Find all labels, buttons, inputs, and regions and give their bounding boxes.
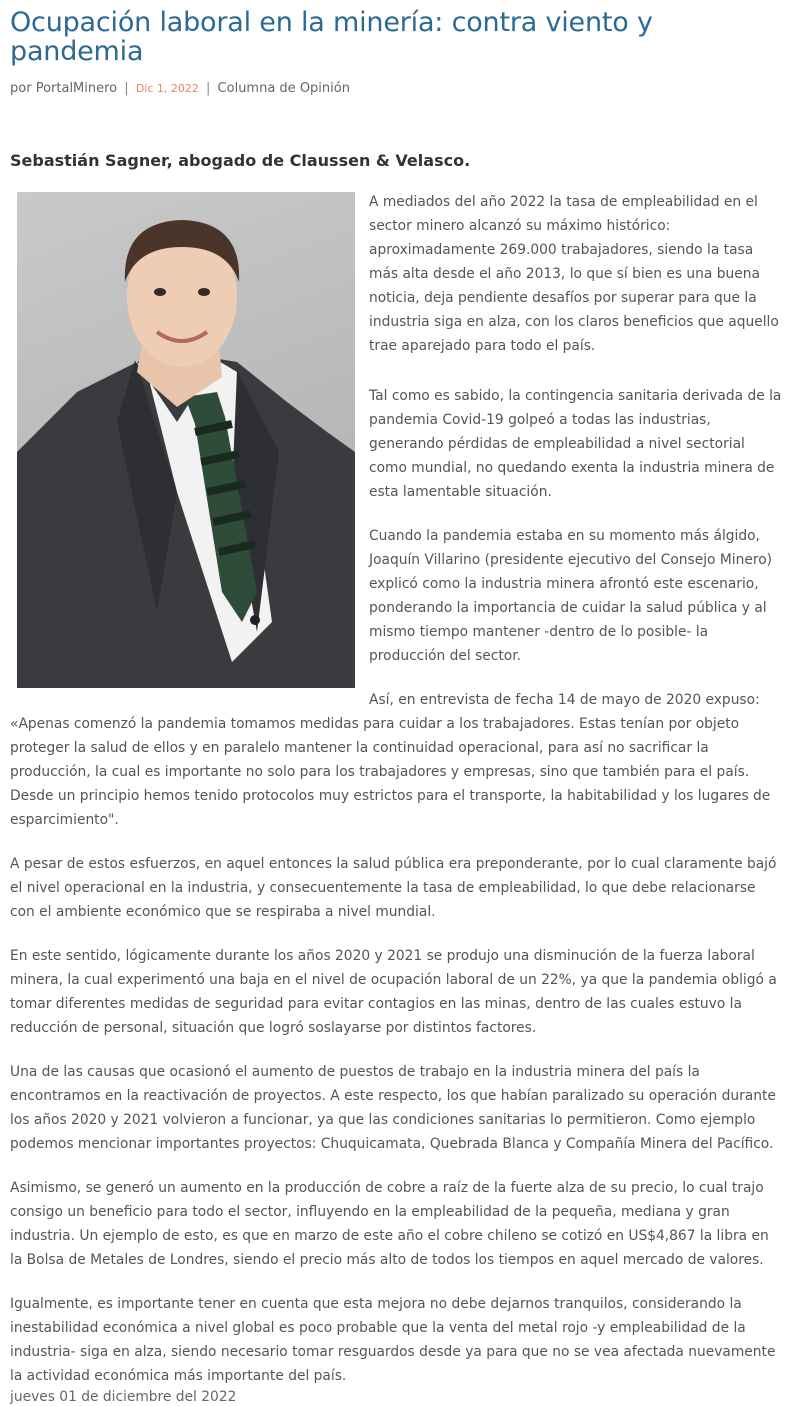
author-line: Sebastián Sagner, abogado de Claussen & Velasco. — [10, 151, 471, 170]
author-site-link[interactable]: PortalMinero — [35, 81, 118, 96]
paragraph: Tal como es sabido, la contingencia sanitaria derivada de la pandemia Covid-19 golpeó a todas las industrias, generando pérdidas de empleabilidad a nivel sectorial como mundial, no quedando exenta la industria minera de esta lamentable situación. — [369, 388, 782, 500]
author-photo — [17, 192, 355, 688]
article-body — [10, 190, 784, 1406]
post-date: Dic 1, 2022 — [135, 82, 199, 95]
category-link[interactable]: Columna de Opinión — [217, 81, 350, 96]
article-title: Ocupación laboral en la minería: contra viento y pandemia — [10, 7, 653, 67]
meta-separator: | — [124, 81, 129, 96]
by-prefix: por — [10, 81, 32, 96]
paragraph: Cuando la pandemia estaba en su momento más álgido, Joaquín Villarino (presidente ejecutivo del Consejo Minero) explicó como la industria minera afrontó este escenario, ponderando la importancia de cuidar la salud pública y al mismo tiempo mantener -dentro de lo posible- la producción del sector. — [369, 528, 773, 664]
paragraph: Asimismo, se generó un aumento en la producción de cobre a raíz de la fuerte alza de su precio, lo cual trajo consigo un beneficio para todo el sector, influyendo en la empleabilidad de la pequeña, mediana y gran industria. Un ejemplo de esto, es que en marzo de este año el cobre chileno se cotizó en US$4,867 la libra en la Bolsa de Metales de Londres, siendo el precio más alto de todos los tiempos en aquel mercado de valores. — [10, 1180, 769, 1268]
portrait-illustration — [17, 192, 355, 688]
paragraph: Igualmente, es importante tener en cuenta que esta mejora no debe dejarnos tranquilos, considerando la inestabilidad económica a nivel global es poco probable que la venta del metal rojo -y empleabilidad de la industria- siga en alza, siendo necesario tomar resguardos desde ya para que no se vea afectada nuevamente la actividad económica más importante del país. — [10, 1296, 776, 1384]
footer-date: jueves 01 de diciembre del 2022 — [10, 1389, 237, 1405]
paragraph: A mediados del año 2022 la tasa de empleabilidad en el sector minero alcanzó su máximo histórico: aproximadamente 269.000 trabajadores, siendo la tasa más alta desde el año 2013, lo que sí bien es una buena noticia, deja pendiente desafíos por superar para que la industria siga en alza, con los claros beneficios que aquello trae aparejado para todo el país. — [369, 194, 779, 354]
paragraph: En este sentido, lógicamente durante los años 2020 y 2021 se produjo una disminución de la fuerza laboral minera, la cual experimentó una baja en el nivel de ocupación laboral de un 22%, ya que la pandemia obligó a tomar diferentes medidas de seguridad para evitar contagios en las minas, dentro de las cuales estuvo la reducción de personal, situación que logró soslayarse por distintos factores. — [10, 948, 777, 1036]
paragraph: Una de las causas que ocasionó el aumento de puestos de trabajo en la industria minera del país la encontramos en la reactivación de proyectos. A este respecto, los que habían paralizado su operación durante los años 2020 y 2021 volvieron a funcionar, ya que las condiciones sanitarias lo permitieron. Como ejemplo podemos mencionar importantes proyectos: Chuquicamata, Quebrada Blanca y Compañía Minera del Pacífico. — [10, 1064, 776, 1152]
meta-separator: | — [206, 81, 211, 96]
paragraph: A pesar de estos esfuerzos, en aquel entonces la salud pública era preponderante, por lo cual claramente bajó el nivel operacional en la industria, y consecuentemente la tasa de empleabilidad, lo que debe relacionarse con el ambiente económico que se respiraba a nivel mundial. — [10, 856, 777, 920]
paragraph: Así, en entrevista de fecha 14 de mayo de 2020 expuso: «Apenas comenzó la pandemia tomamos medidas para cuidar a los trabajadores. Estas tenían por objeto proteger la salud de ellos y en paralelo mantener la continuidad operacional, para así no sacrificar la producción, la cual es importante no solo para los trabajadores y empresas, sino que también para el país. Desde un principio hemos tenido protocolos muy estrictos para el transporte, la habitabilidad y los lugares de esparcimiento". — [10, 692, 771, 828]
post-meta — [10, 80, 784, 98]
